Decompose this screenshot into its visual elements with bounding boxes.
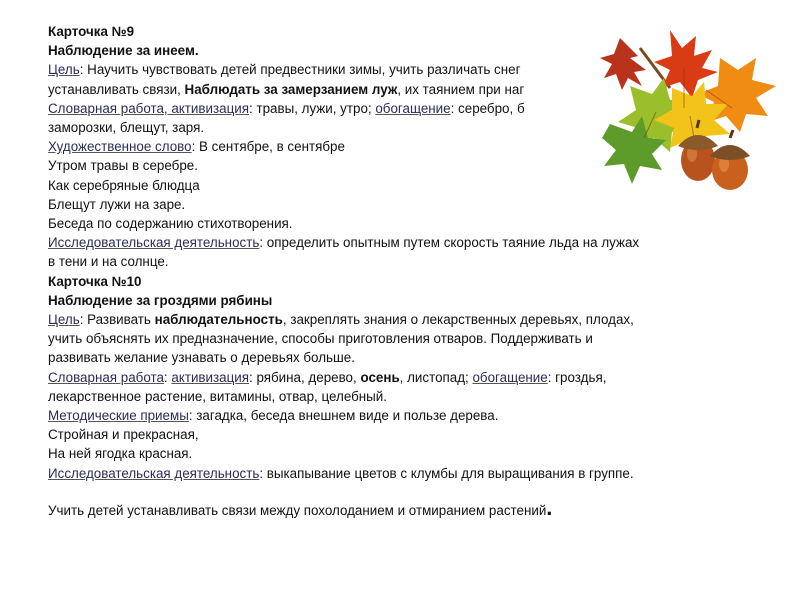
card10-methods-label: Методические приемы bbox=[48, 408, 189, 424]
card9-goal-text: : Научить чувствовать детей предвестники зимы, учить различать снег bbox=[79, 62, 521, 78]
card10-vocab-label: Словарная работа bbox=[48, 369, 164, 385]
card10-title: Карточка №10 bbox=[48, 273, 142, 289]
card9-vocab-line2: заморозки, блещут, заря. bbox=[48, 120, 205, 136]
card9-poem-line-2: Как серебряные блюдца bbox=[48, 177, 200, 193]
card9-title: Карточка №9 bbox=[48, 24, 135, 39]
card10-vocab-sep: : bbox=[163, 369, 172, 385]
card10-goal bbox=[48, 310, 768, 329]
card10-vocab-enrich-label: обогащение bbox=[472, 369, 548, 385]
card10-subtitle: Наблюдение за гроздями рябины bbox=[48, 292, 273, 308]
autumn-leaves-acorns-icon bbox=[600, 28, 780, 198]
card10-final-dot: . bbox=[546, 494, 553, 520]
card10-research-text: : выкапывание цветов с клумбы для выращивания в группе. bbox=[259, 465, 634, 481]
card9-goal-label: Цель bbox=[48, 62, 80, 78]
card10-vocab-act-label: активизация bbox=[171, 369, 250, 385]
card10-final-text: Учить детей устанавливать связи между похолоданием и отмиранием растений bbox=[48, 502, 547, 518]
card9-research-label: Исследовательская деятельность bbox=[48, 235, 260, 251]
card10-goal-text-a: : Развивать bbox=[79, 312, 155, 328]
card9-research-text: : определить опытным путем скорость таяние льда на лужах bbox=[259, 235, 640, 251]
card10-vocab bbox=[48, 368, 768, 387]
card10-goal-label: Цель bbox=[48, 312, 80, 328]
spacer bbox=[48, 483, 768, 501]
card9-research bbox=[48, 233, 768, 252]
card9-vocab-text-a: : травы, лужи, утро; bbox=[249, 100, 376, 116]
card9-goal-text2a: устанавливать связи, bbox=[48, 81, 185, 97]
card10-methods bbox=[48, 406, 768, 425]
card10-riddle-line-2: На ней ягодка красная. bbox=[48, 446, 193, 462]
card9-vocab-text-b: : серебро, б bbox=[450, 100, 525, 116]
card10-vocab-text-a: : рябина, дерево, bbox=[249, 369, 361, 385]
card10-goal-text-b: , закреплять знания о лекарственных деревьях, плодах, bbox=[282, 312, 634, 328]
card9-subtitle: Наблюдение за инеем. bbox=[48, 43, 199, 59]
card10-goal-bold: наблюдательность bbox=[154, 312, 283, 328]
card10-vocab-line2: лекарственное растение, витамины, отвар, целебный. bbox=[48, 388, 388, 404]
card10-vocab-bold: осень bbox=[360, 369, 400, 385]
card10-research-label: Исследовательская деятельность bbox=[48, 465, 260, 481]
card10-vocab-text-b: , листопад; bbox=[399, 369, 473, 385]
card9-goal-bold: Наблюдать за замерзанием луж bbox=[184, 81, 398, 97]
card9-art-label: Художественное слово bbox=[48, 139, 192, 155]
card9-vocab-label: Словарная работа, активизация bbox=[48, 100, 249, 116]
card10-vocab-text-c: : гроздья, bbox=[547, 369, 607, 385]
card10-goal-line2: учить объяснять их предназначение, способы приготовления отваров. Поддерживать и bbox=[48, 331, 593, 347]
card10-riddle-line-1: Стройная и прекрасная, bbox=[48, 427, 199, 443]
card9-vocab-enrich-label: обогащение bbox=[375, 100, 451, 116]
card9-goal-text2c: , их таянием при наг bbox=[397, 81, 525, 97]
card9-poem-line-1: Утром травы в серебре. bbox=[48, 158, 198, 174]
card9-talk: Беседа по содержанию стихотворения. bbox=[48, 216, 293, 232]
card10-methods-text: : загадка, беседа внешнем виде и пользе дерева. bbox=[188, 408, 499, 424]
card9-art-text: : В сентябре, в сентябре bbox=[191, 139, 345, 155]
card10-final bbox=[48, 494, 768, 520]
card9-poem-line-3: Блещут лужи на заре. bbox=[48, 196, 186, 212]
card10-goal-line3: развивать желание узнавать о деревьях больше. bbox=[48, 350, 355, 366]
card10-research bbox=[48, 464, 768, 483]
card9-research-line2: в тени и на солнце. bbox=[48, 254, 169, 270]
